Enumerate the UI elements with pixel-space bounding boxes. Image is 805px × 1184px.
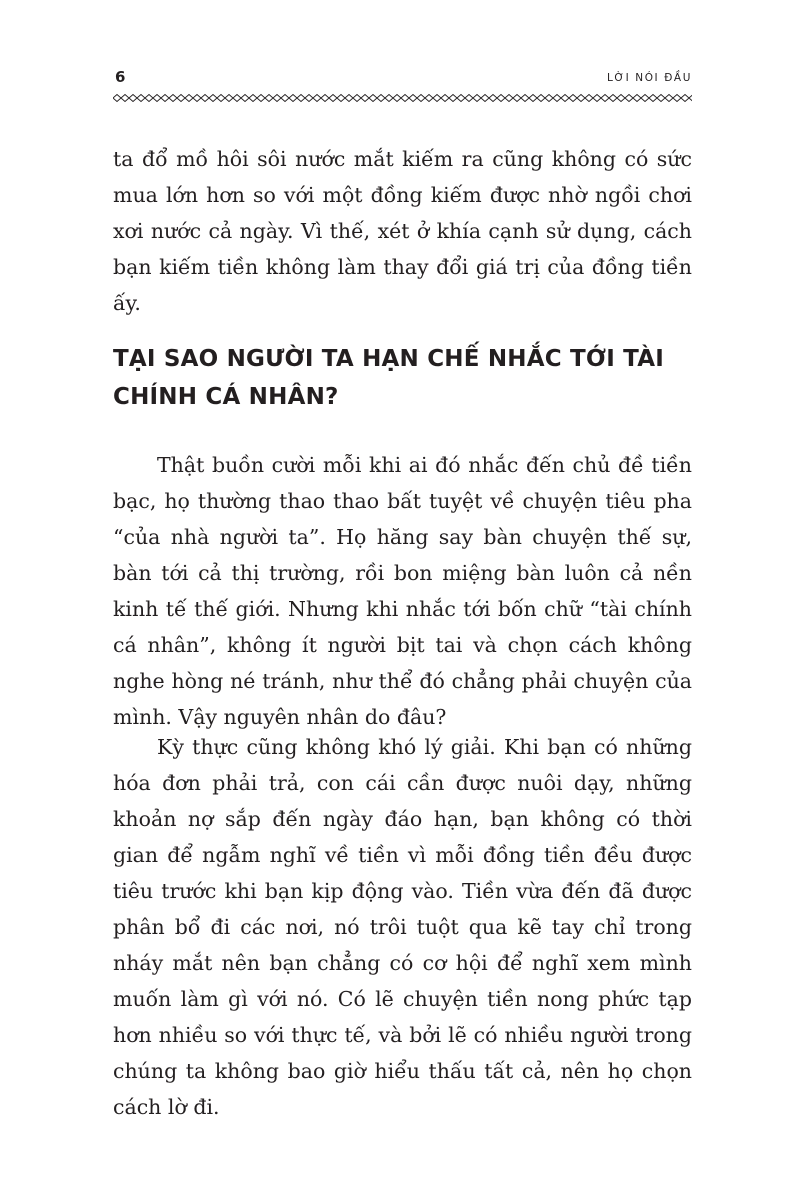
section-heading: TẠI SAO NGƯỜI TA HẠN CHẾ NHẮC TỚI TÀI CHÍNH CÁ NHÂN? [113,346,665,410]
page-number: 6 [115,68,126,86]
running-title: LỜI NÓI ĐẦU [606,72,692,84]
decorative-border-rule [113,93,692,103]
body-paragraph: Kỳ thực cũng không khó lý giải. Khi bạn có những hóa đơn phải trả, con cái cần được nuôi dạy, những khoản nợ sắp đến ngày đáo hạn, bạn không có thời gian để ngẫm nghĩ về tiền vì mỗi đồng tiền đều được tiêu trước khi bạn kịp động vào. Tiền vừa đến đã được phân bổ đi các nơi, nó trôi tuột qua kẽ tay chỉ trong nháy mắt nên bạn chẳng có cơ hội để nghĩ xem mình muốn làm gì với nó. Có lẽ chuyện tiền nong phức tạp hơn nhiều so với thực tế, và bởi lẽ có nhiều người trong chúng ta không bao giờ hiểu thấu tất cả, nên họ chọn cách lờ đi. [113,735,692,1119]
body-paragraph: Thật buồn cười mỗi khi ai đó nhắc đến chủ đề tiền bạc, họ thường thao thao bất tuyệt về chuyện tiêu pha “của nhà người ta”. Họ hăng say bàn chuyện thế sự, bàn tới cả thị trường, rồi bon miệng bàn luôn cả nền kinh tế thế giới. Nhưng khi nhắc tới bốn chữ “tài chính cá nhân”, không ít người bịt tai và chọn cách không nghe hòng né tránh, như thể đó chẳng phải chuyện của mình. Vậy nguyên nhân do đâu? [113,453,692,729]
page-header [113,66,692,92]
body-paragraph: ta đổ mồ hôi sôi nước mắt kiếm ra cũng không có sức mua lớn hơn so với một đồng kiếm được nhờ ngồi chơi xơi nước cả ngày. Vì thế, xét ở khía cạnh sử dụng, cách bạn kiếm tiền không làm thay đổi giá trị của đồng tiền ấy. [113,147,692,315]
